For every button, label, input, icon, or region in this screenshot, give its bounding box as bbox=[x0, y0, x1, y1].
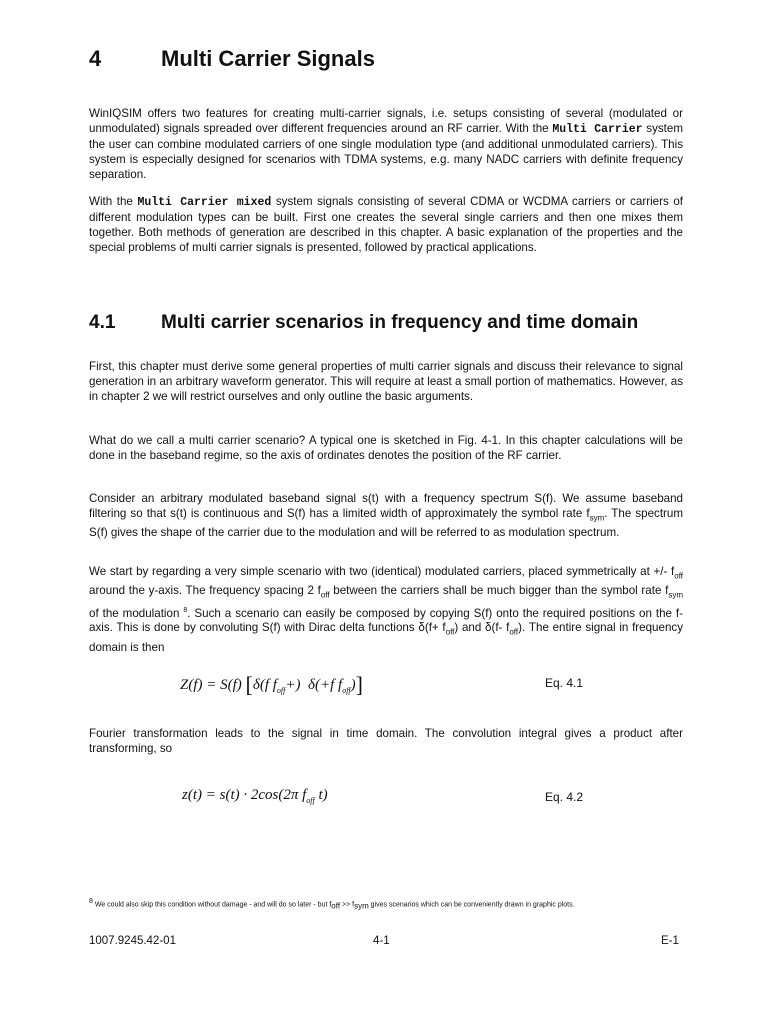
subscript: off bbox=[331, 901, 341, 911]
text: system signals consisting of several CDMA or WCDMA carriers or carriers of different modulation types can be built. First one creates the several single carriers and then one mixes them together. Both methods of generation are described in this chapter. A basic explanation of the properties and the special problems of multi carrier signals is presented, followed by practical applications. bbox=[89, 195, 684, 254]
subscript: off bbox=[509, 627, 519, 637]
intro-paragraph-1 bbox=[89, 106, 683, 182]
equation-4-1 bbox=[180, 672, 363, 698]
code-term: Multi Carrier bbox=[552, 123, 643, 136]
intro-paragraph-2 bbox=[89, 194, 683, 255]
equation-4-2 bbox=[182, 787, 328, 805]
chapter-heading bbox=[89, 46, 375, 72]
text: Consider an arbitrary modulated baseband signal s(t) with a frequency spectrum S(f). We assume baseband filtering so that s(t) is continuous and S(f) has a limited width of approximately the symbol rate f bbox=[89, 492, 683, 520]
eq-lhs: z(t) = s(t) · 2cos(2π f bbox=[182, 787, 307, 803]
eq-term: t) bbox=[314, 787, 328, 803]
subscript: sym bbox=[354, 901, 369, 911]
eq-lhs: Z(f) = S(f) bbox=[180, 677, 242, 693]
subscript: off bbox=[306, 796, 315, 805]
text: We could also skip this condition without damage - and will do so later - but f bbox=[92, 901, 332, 909]
text: between the carriers shall be much bigger than the symbol rate f bbox=[329, 584, 669, 598]
subscript: sym bbox=[589, 513, 605, 523]
section-heading bbox=[89, 312, 638, 334]
text: We start by regarding a very simple scenario with two (identical) modulated carriers, placed symmetrically at +/- f bbox=[89, 565, 675, 578]
footer-edition: E-1 bbox=[661, 935, 679, 947]
section-number: 4.1 bbox=[89, 312, 116, 333]
text: of the modulation bbox=[89, 606, 184, 620]
subscript: sym bbox=[668, 590, 683, 600]
text: around the y-axis. The frequency spacing 2 f bbox=[89, 584, 321, 598]
footer-doc-number: 1007.9245.42-01 bbox=[89, 935, 176, 947]
text: . Such a scenario can easily be composed by copying S(f) onto the required positions on the f-axis. This is done by convoluting S(f) with Dirac delta functions δ(f+ f bbox=[89, 606, 683, 635]
eq-term: δ(f f bbox=[252, 677, 277, 693]
eq-term: δ(+f f bbox=[308, 677, 343, 693]
text: >> f bbox=[340, 901, 355, 909]
text: gives scenarios which can be conveniently drawn in graphic plots. bbox=[368, 901, 575, 909]
paragraph-6 bbox=[89, 564, 683, 655]
footnote-mark: 8 bbox=[89, 898, 93, 905]
paragraph-5 bbox=[89, 491, 683, 540]
text: With the bbox=[89, 195, 138, 208]
subscript: off bbox=[674, 571, 683, 581]
text: ) and δ(f- f bbox=[454, 621, 510, 635]
paragraph-4: What do we call a multi carrier scenario? A typical one is sketched in Fig. 4-1. In this chapter calculations will be done in the baseband regime, so the axis of ordinates denotes the position of the RF carrier. bbox=[89, 434, 683, 462]
code-term: Multi Carrier mixed bbox=[137, 196, 272, 209]
paragraph-7: Fourier transformation leads to the signal in time domain. The convolution integral gives a product after transforming, so bbox=[89, 727, 683, 755]
eq-term: +) bbox=[285, 677, 301, 693]
subscript: off bbox=[276, 686, 286, 695]
open-bracket: [ bbox=[245, 672, 253, 697]
paragraph-3: First, this chapter must derive some general properties of multi carrier signals and discuss their relevance to signal generation in an arbitrary waveform generator. This will require at least a small portion of mathematics. However, as in chapter 2 we will restrict ourselves and only outline the basic arguments. bbox=[89, 360, 683, 403]
text: system the user can combine modulated carriers of one single modulation type (and additional unmodulated carriers). This system is especially designed for scenarios with TDMA systems, e.g. many NADC carriers with definite frequency separation. bbox=[89, 122, 683, 181]
subscript: off bbox=[320, 590, 330, 600]
text: ). The entire signal in frequency domain is then bbox=[89, 621, 683, 654]
chapter-title: Multi Carrier Signals bbox=[161, 46, 375, 71]
footnote bbox=[89, 898, 575, 911]
section-title: Multi carrier scenarios in frequency and time domain bbox=[161, 312, 639, 333]
equation-label-4-2: Eq. 4.2 bbox=[545, 790, 584, 804]
subscript: off bbox=[342, 686, 351, 695]
text: WinIQSIM offers two features for creating multi-carrier signals, i.e. setups consisting of several (modulated or unmodulated) signals spreaded over different frequencies around an RF carrier. With the bbox=[89, 107, 683, 135]
equation-label-4-1: Eq. 4.1 bbox=[545, 676, 584, 690]
footnote-ref: 8 bbox=[183, 606, 188, 614]
footer-page-number: 4-1 bbox=[373, 935, 390, 947]
subscript: off bbox=[445, 627, 455, 637]
chapter-number: 4 bbox=[89, 46, 102, 71]
close-bracket: ] bbox=[355, 672, 363, 697]
text: . The spectrum S(f) gives the shape of the carrier due to the modulation and will be referred to as modulation spectrum. bbox=[89, 507, 684, 540]
eq-term: ) bbox=[350, 677, 356, 693]
